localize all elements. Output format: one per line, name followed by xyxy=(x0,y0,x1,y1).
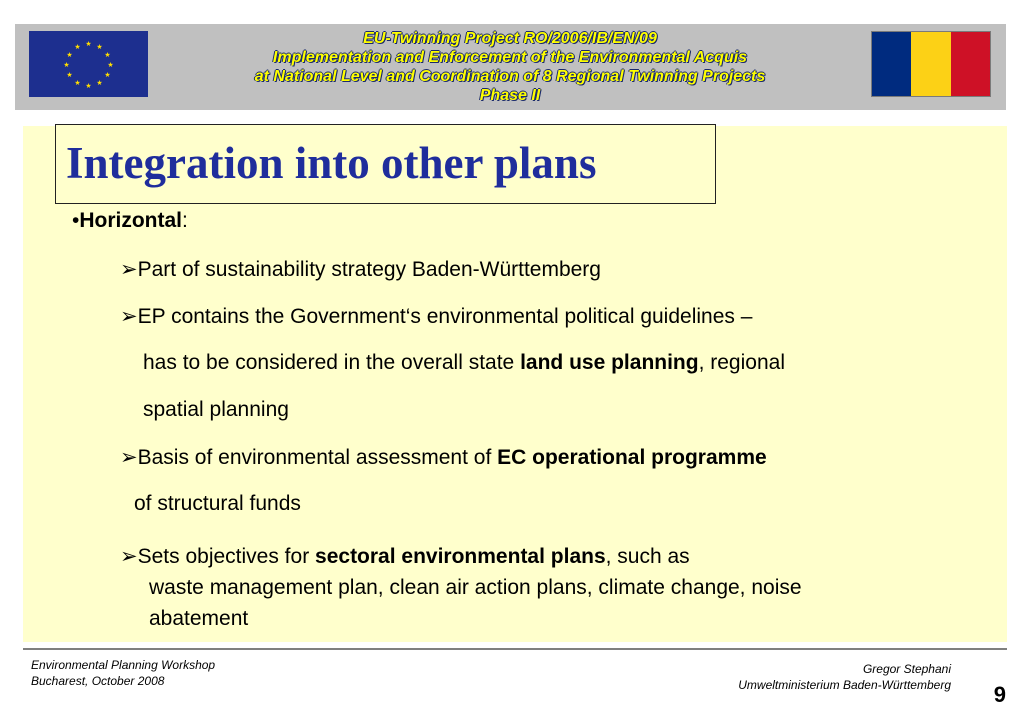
header-line-3: at National Level and Coordination of 8 Regional Twinning Projects xyxy=(254,68,766,85)
bullet-marker: • xyxy=(72,209,80,232)
svg-text:★: ★ xyxy=(104,71,111,79)
footer-organization: Umweltministerium Baden-Württemberg xyxy=(738,678,951,692)
svg-text:★: ★ xyxy=(66,51,73,59)
title-box xyxy=(55,124,716,204)
svg-text:★: ★ xyxy=(85,82,92,90)
arrow-bullet-icon: ➢ xyxy=(120,305,138,328)
item4-pre: Sets objectives for xyxy=(137,545,316,568)
footer-left xyxy=(31,657,215,689)
eu-flag-icon xyxy=(29,31,148,97)
svg-text:★: ★ xyxy=(107,61,114,69)
item4-bold: sectoral environmental plans xyxy=(315,545,606,568)
list-item xyxy=(120,257,601,282)
header-banner xyxy=(15,24,1006,110)
item3-pre: Basis of environmental assessment of xyxy=(137,446,498,469)
svg-text:★: ★ xyxy=(74,79,81,87)
item2-line2 xyxy=(143,351,785,375)
svg-text:★: ★ xyxy=(66,71,73,79)
item1-text: Part of sustainability strategy Baden-Württemberg xyxy=(137,258,601,281)
romania-flag-blue xyxy=(872,32,911,96)
eu-flag-stars xyxy=(29,31,148,97)
svg-text:★: ★ xyxy=(104,51,111,59)
arrow-bullet-icon: ➢ xyxy=(120,545,138,568)
item4-post: , such as xyxy=(605,545,690,568)
item3-line2: of structural funds xyxy=(134,492,301,515)
footer-event: Environmental Planning Workshop xyxy=(31,658,216,672)
svg-text:★: ★ xyxy=(96,79,103,87)
footer-divider xyxy=(23,648,1007,650)
romania-flag-yellow xyxy=(911,32,950,96)
item3-bold: EC operational programme xyxy=(497,446,767,469)
svg-text:★: ★ xyxy=(63,61,70,69)
svg-text:★: ★ xyxy=(74,43,81,51)
footer-author: Gregor Stephani xyxy=(862,662,951,676)
item4-line3: abatement xyxy=(149,607,249,630)
arrow-bullet-icon: ➢ xyxy=(120,446,138,469)
header-line-2: Implementation and Enforcement of the Environmental Acquis xyxy=(272,49,748,66)
item2-line2-pre: has to be considered in the overall state xyxy=(143,351,521,374)
romania-flag-red xyxy=(951,32,990,96)
header-line-4: Phase II xyxy=(479,87,541,104)
list-item xyxy=(120,544,690,569)
item2-line2-post: , regional xyxy=(698,351,785,374)
header-line-1: EU-Twinning Project RO/2006/IB/EN/09 xyxy=(363,30,657,47)
footer-location-date: Bucharest, October 2008 xyxy=(31,674,165,688)
svg-text:★: ★ xyxy=(85,40,92,48)
romania-flag-icon xyxy=(871,31,991,97)
horizontal-colon: : xyxy=(182,209,188,232)
item2-line1: EP contains the Government‘s environmental political guidelines – xyxy=(137,305,753,328)
project-header-text xyxy=(165,29,855,105)
horizontal-label: Horizontal xyxy=(79,209,183,232)
slide-title: Integration into other plans xyxy=(66,138,597,188)
page-number: 9 xyxy=(993,682,1006,707)
bullet-horizontal xyxy=(72,209,188,233)
item4-line2: waste management plan, clean air action plans, climate change, noise xyxy=(149,576,802,599)
arrow-bullet-icon: ➢ xyxy=(120,258,138,281)
list-item xyxy=(120,304,752,329)
item2-line3: spatial planning xyxy=(143,398,289,421)
item2-line2-bold: land use planning xyxy=(520,351,699,374)
footer-right xyxy=(738,661,951,693)
svg-text:★: ★ xyxy=(96,43,103,51)
list-item xyxy=(120,445,767,470)
